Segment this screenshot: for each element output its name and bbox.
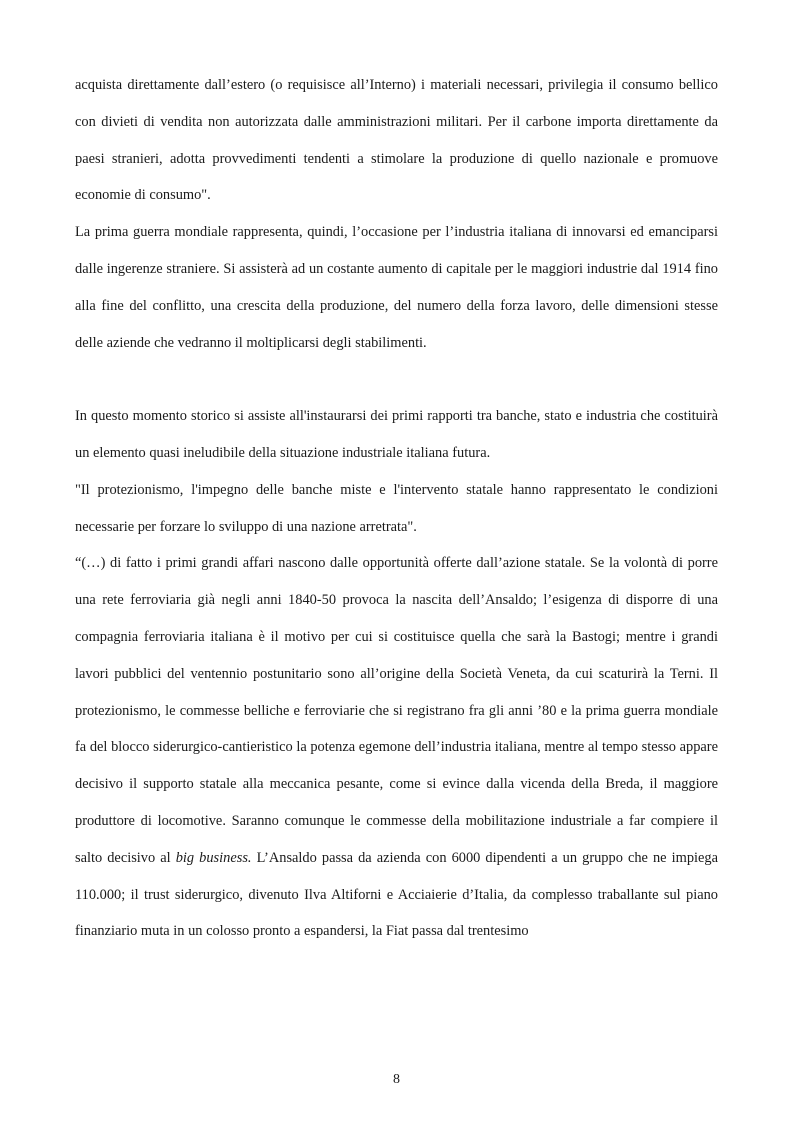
body-text: [75, 67, 718, 950]
paragraph-continuation: acquista direttamente dall’estero (o requisisce all’Interno) i materiali necessari, privilegia il consumo bellico con divieti di vendita non autorizzata dalle amministrazioni militari. Per il carbone importa direttamente da paesi stranieri, adotta provvedimenti tendenti a stimolare la produzione di quello nazionale e promuove economie di consumo".: [75, 77, 718, 204]
paragraph-world-war: La prima guerra mondiale rappresenta, quindi, l’occasione per l’industria italiana di innovarsi ed emanciparsi dalle ingerenze straniere. Si assisterà ad un costante aumento di capitale per le maggiori industrie dal 1914 fino alla fine del conflitto, una crescita della produzione, del numero della forza lavoro, delle dimensioni stesse delle aziende che vedranno il moltiplicarsi degli stabilimenti.: [75, 224, 718, 351]
paragraph-gap: [75, 361, 718, 398]
paragraph-long-quote: [75, 545, 718, 950]
quote-text-before: “(…) di fatto i primi grandi affari nascono dalle opportunità offerte dall’azione statale. Se la volontà di porre una rete ferroviaria già negli anni 1840-50 provoca la nascita dell’Ansaldo; l’esigenza di disporre di una compagnia ferroviaria italiana è il motivo per cui si costituisce quella che sarà la Bastogi; mentre i grandi lavori pubblici del ventennio postunitario sono all’origine della Società Veneta, da cui scaturirà la Terni. Il protezionismo, le commesse belliche e ferroviarie che si registrano fra gli anni ’80 e la prima guerra mondiale fa del blocco siderurgico-cantieristico la potenza egemone dell’industria italiana, mentre al tempo stesso appare decisivo il supporto statale alla meccanica pesante, come si evince dalla vicenda della Breda, il maggiore produttore di locomotive. Saranno comunque le commesse della mobilitazione industriale a far compiere il salto decisivo al: [75, 555, 718, 866]
quote-italic-term: big business.: [175, 849, 252, 866]
page-number: 8: [393, 1072, 400, 1087]
paragraph-protectionism-quote: "Il protezionismo, l'impegno delle banche miste e l'intervento statale hanno rappresentato le condizioni necessarie per forzare lo sviluppo di una nazione arretrata".: [75, 481, 718, 535]
paragraph-banks-state: In questo momento storico si assiste all'instaurarsi dei primi rapporti tra banche, stato e industria che costituirà un elemento quasi ineludibile della situazione industriale italiana futura.: [75, 408, 718, 461]
quote-text-after: L’Ansaldo passa da azienda con 6000 dipendenti a un gruppo che ne impiega 110.000; il trust siderurgico, divenuto Ilva Altiforni e Acciaierie d’Italia, da complesso traballante sul piano finanziario muta in un colosso pronto a espandersi, la Fiat passa dal trentesimo: [75, 849, 718, 940]
